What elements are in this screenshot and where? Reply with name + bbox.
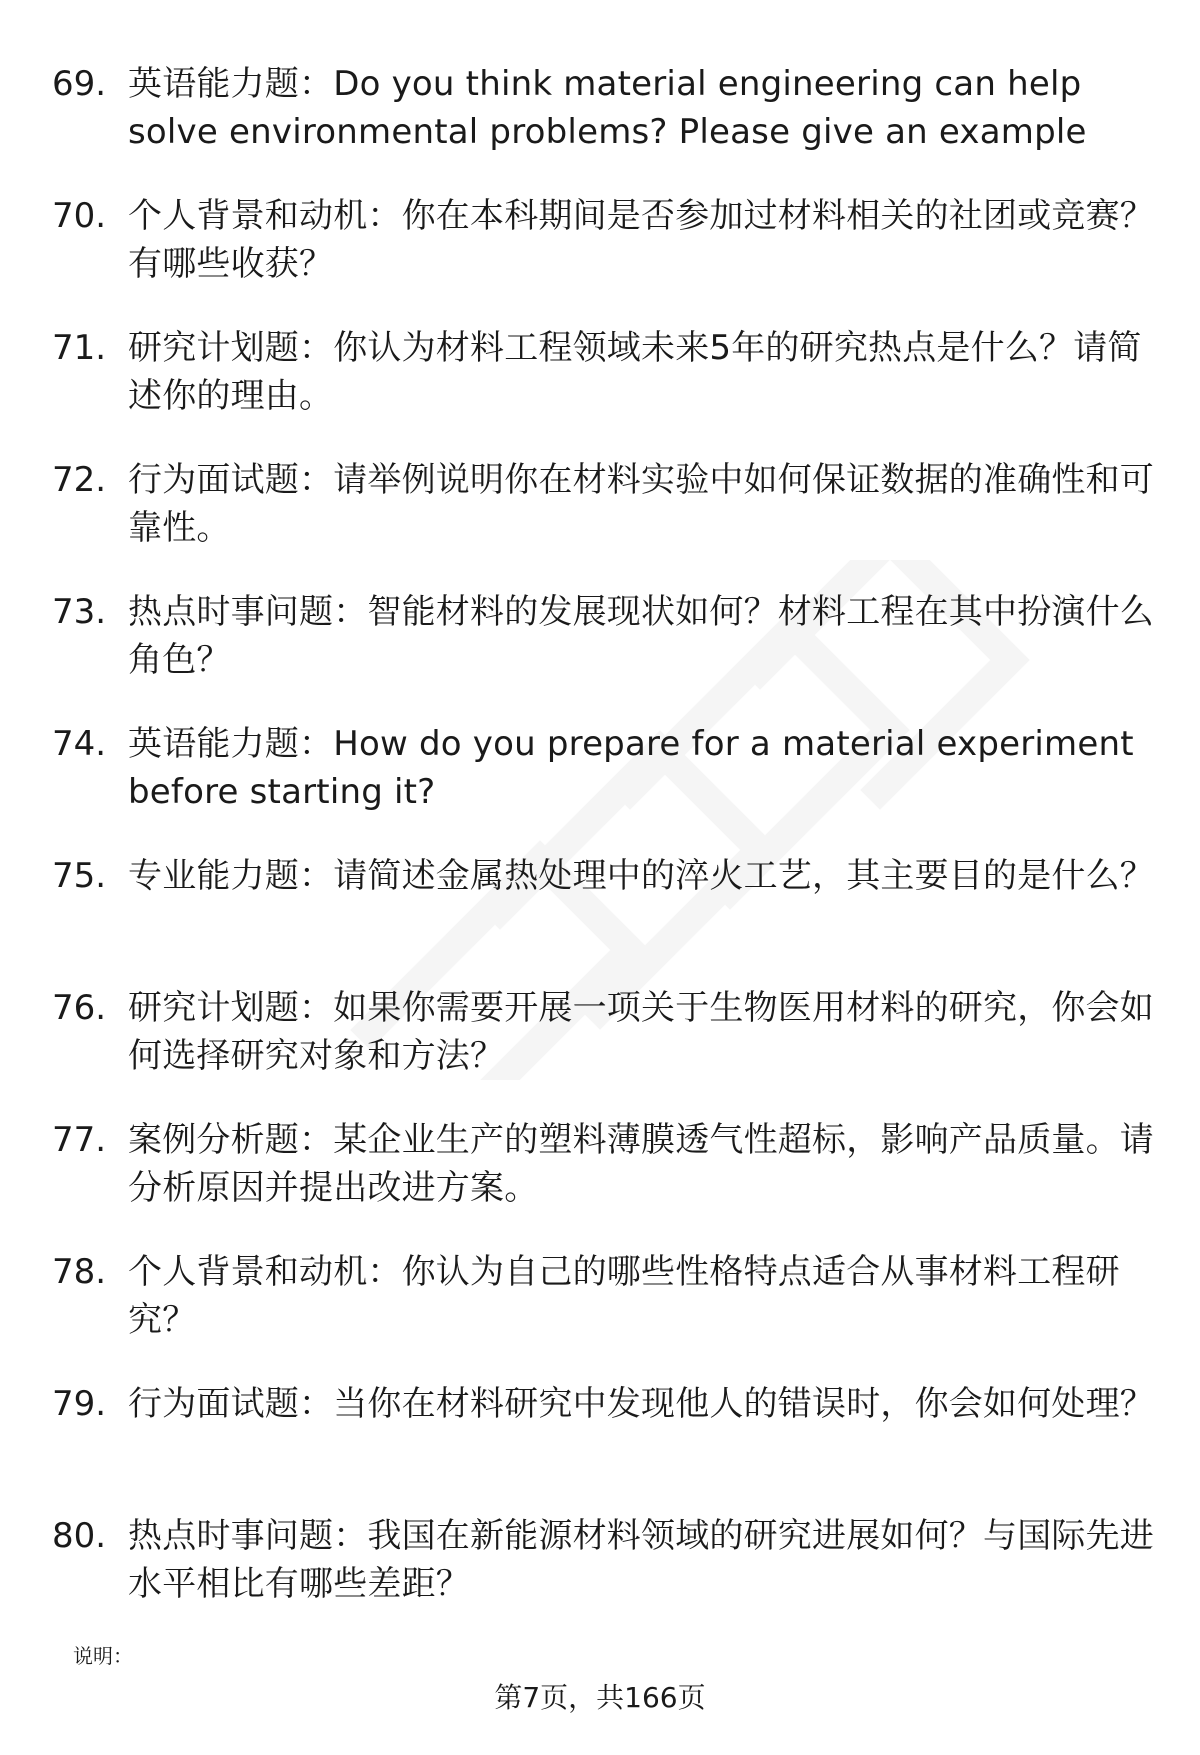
question-number: 75. [52,856,107,896]
page-footer: 第7页，共166页 [494,1681,706,1714]
question-text: 专业能力题：请简述金属热处理中的淬火工艺，其主要目的是什么？ [128,856,1154,896]
question-item [0,852,1200,984]
question-number: 74. [52,724,107,764]
question-item [0,1380,1200,1512]
question-number: 76. [52,988,107,1028]
question-list [0,60,1200,1644]
question-item [0,1248,1200,1380]
question-text: 个人背景和动机：你认为自己的哪些性格特点适合从事材料工程研究？ [128,1252,1120,1340]
question-text: 热点时事问题：智能材料的发展现状如何？材料工程在其中扮演什么角色？ [128,592,1154,680]
question-text: 英语能力题：How do you prepare for a material experiment before starting it? [128,724,1134,812]
question-item [0,1116,1200,1248]
question-item [0,324,1200,456]
question-number: 78. [52,1252,107,1292]
question-item [0,984,1200,1116]
question-text: 英语能力题：Do you think material engineering can help solve environmental problems? Please give an example [128,64,1087,152]
question-number: 73. [52,592,107,632]
question-text: 研究计划题：如果你需要开展一项关于生物医用材料的研究，你会如何选择研究对象和方法？ [128,988,1154,1076]
question-item [0,720,1200,852]
question-number: 70. [52,196,107,236]
question-text: 行为面试题：请举例说明你在材料实验中如何保证数据的准确性和可靠性。 [128,460,1154,548]
note-label: 说明： [73,1644,133,1668]
question-text: 热点时事问题：我国在新能源材料领域的研究进展如何？与国际先进水平相比有哪些差距？ [128,1516,1154,1604]
question-text: 个人背景和动机：你在本科期间是否参加过材料相关的社团或竞赛？有哪些收获？ [128,196,1154,284]
question-item [0,1512,1200,1644]
question-number: 72. [52,460,107,500]
question-text: 行为面试题：当你在材料研究中发现他人的错误时，你会如何处理？ [128,1384,1154,1424]
question-text: 案例分析题：某企业生产的塑料薄膜透气性超标，影响产品质量。请分析原因并提出改进方案。 [128,1120,1154,1208]
question-number: 69. [52,64,107,104]
question-item [0,456,1200,588]
question-number: 71. [52,328,107,368]
question-number: 79. [52,1384,107,1424]
question-item [0,588,1200,720]
question-number: 77. [52,1120,107,1160]
question-item [0,60,1200,192]
question-item [0,192,1200,324]
question-text: 研究计划题：你认为材料工程领域未来5年的研究热点是什么？请简述你的理由。 [128,328,1142,416]
question-number: 80. [52,1516,107,1556]
